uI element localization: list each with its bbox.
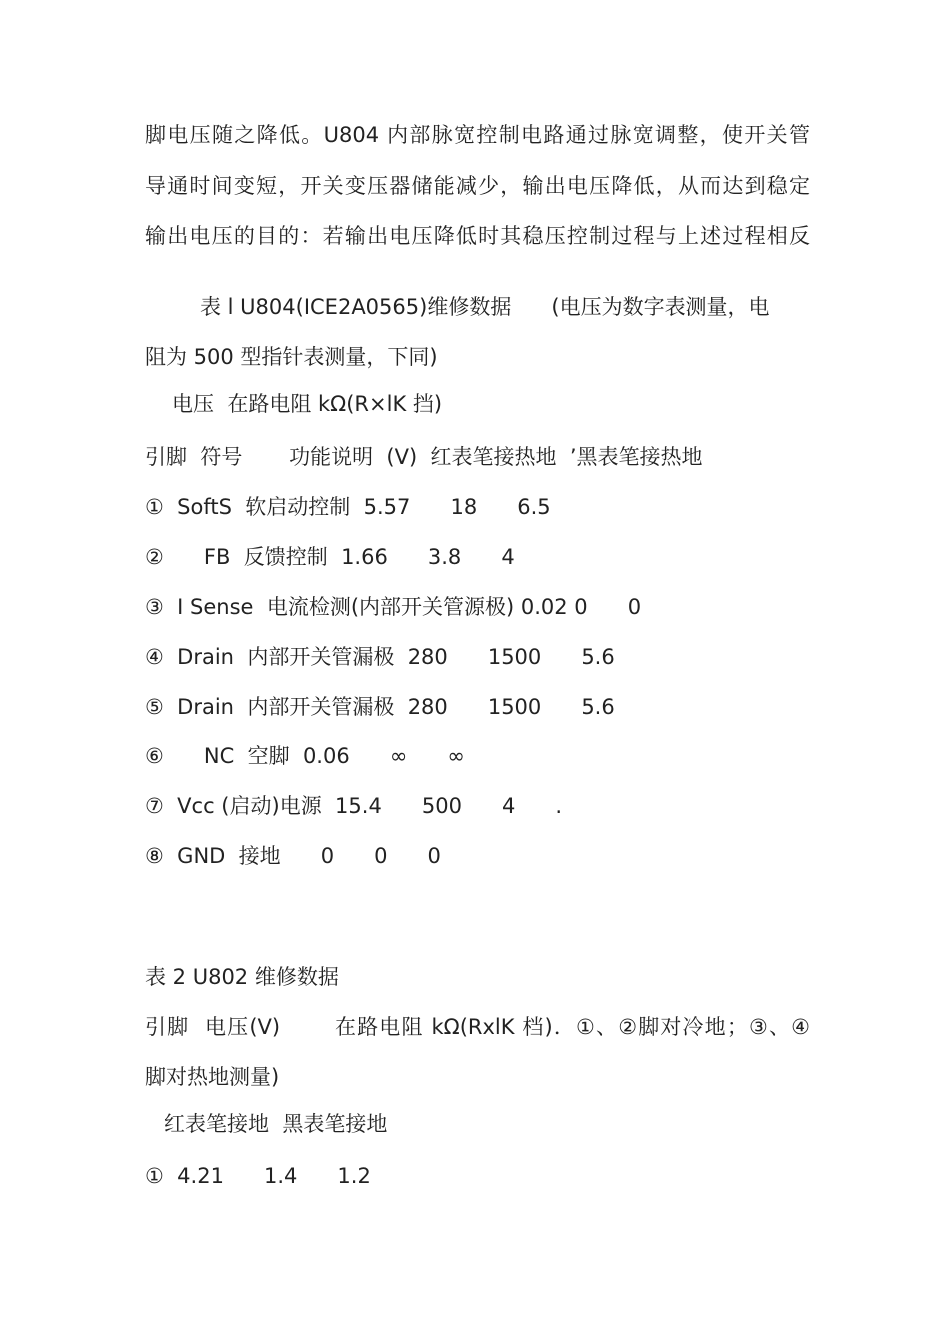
table2-header: 引脚 电压(V) 在路电阻 kΩ(RxlK 档)．①、②脚对冷地；③、④ [145,1015,810,1039]
table1-row: ② FB 反馈控制 1.66 3.8 4 [145,545,515,569]
table1-header: 引脚 符号 功能说明 (V) 红表笔接热地 ’黑表笔接热地 [145,445,703,469]
table1-row: ③ I Sense 电流检测(内部开关管源极) 0.02 0 0 [145,595,642,619]
paragraph-line: 输出电压的目的：若输出电压降低时其稳压控制过程与上述过程相反 [145,224,810,248]
table1-row: ① SoftS 软启动控制 5.57 18 6.5 [145,495,551,519]
table2-caption: 表 2 U802 维修数据 [145,965,339,989]
table1-row: ④ Drain 内部开关管漏极 280 1500 5.6 [145,645,615,669]
table1-row: ⑤ Drain 内部开关管漏极 280 1500 5.6 [145,695,615,719]
table1-row: ⑧ GND 接地 0 0 0 [145,844,441,868]
table1-row: ⑦ Vcc (启动)电源 15.4 500 4 . [145,794,563,818]
table2-row: ① 4.21 1.4 1.2 [145,1164,371,1188]
table1-row: ⑥ NC 空脚 0.06 ∞ ∞ [145,744,465,768]
table2-header: 红表笔接地 黑表笔接地 [164,1112,388,1136]
paragraph-line: 脚电压随之降低。U804 内部脉宽控制电路通过脉宽调整，使开关管 [145,123,810,147]
table2-header-continued: 脚对热地测量) [145,1065,280,1089]
table1-header: 电压 在路电阻 kΩ(R×lK 挡) [172,392,443,416]
paragraph-line: 导通时间变短，开关变压器储能减少，输出电压降低，从而达到稳定 [145,174,810,198]
table1-caption-continued: 阻为 500 型指针表测量，下同) [145,345,438,369]
table1-caption: 表 l U804(ICE2A0565)维修数据 (电压为数字表测量，电 [200,295,770,319]
